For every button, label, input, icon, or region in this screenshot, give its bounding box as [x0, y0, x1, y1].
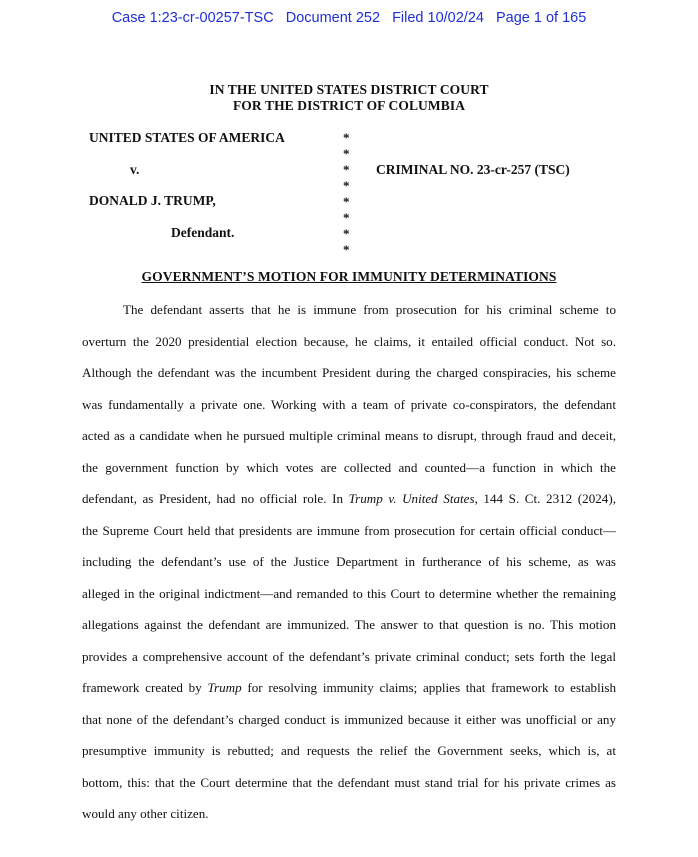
body-line: [82, 515, 616, 547]
ecf-page-number: Page 1 of 165: [496, 10, 587, 26]
body-text-segment: the government function by which votes are collected and counted—a function in which the: [82, 459, 616, 475]
caption-star: *: [343, 178, 350, 193]
caption-defendant-role: Defendant.: [171, 225, 235, 240]
case-citation: Trump: [207, 680, 242, 695]
body-line: [82, 735, 616, 767]
body-line: [82, 294, 616, 326]
motion-body: [82, 294, 616, 830]
caption-star: *: [343, 146, 350, 161]
ecf-document-number: Document 252: [285, 10, 381, 26]
body-text-segment: allegations against the defendant are immunized. The answer to that question is no. This motion: [82, 617, 616, 632]
body-text-segment: provides a comprehensive account of the defendant’s private criminal conduct; sets forth the legal: [82, 648, 616, 664]
caption-star: *: [343, 226, 350, 241]
caption-case-number: CRIMINAL NO. 23-cr-257 (TSC): [376, 162, 570, 177]
body-text-segment: was fundamentally a private one. Working with a team of private co-conspirators, the defendant: [82, 396, 616, 412]
caption-versus: v.: [130, 162, 140, 177]
body-text-segment: presumptive immunity is rebutted; and requests the relief the Government seeks, which is, at: [82, 743, 616, 758]
body-line: [82, 798, 616, 830]
caption-plaintiff: UNITED STATES OF AMERICA: [89, 130, 285, 145]
body-line: [82, 483, 616, 515]
body-line: [82, 641, 616, 673]
ecf-filing-header: [0, 10, 698, 26]
body-text-segment: Although the defendant was the incumbent President during the charged conspiracies, his scheme: [82, 365, 616, 380]
caption-star: *: [343, 210, 350, 225]
body-line: [82, 704, 616, 736]
court-district-line: FOR THE DISTRICT OF COLUMBIA: [232, 98, 466, 113]
body-text-segment: would any other citizen.: [82, 806, 209, 821]
body-line: [82, 389, 616, 421]
caption-star: *: [343, 130, 350, 145]
body-text-segment: acted as a candidate when he pursued multiple criminal means to disrupt, through fraud and deceit,: [82, 428, 616, 443]
caption-defendant: DONALD J. TRUMP,: [89, 193, 216, 208]
body-text-segment: for resolving immunity claims; applies that framework to establish: [241, 680, 616, 695]
body-text-segment: that none of the defendant’s charged conduct is immunized because it either was unofficial or any: [82, 711, 616, 727]
body-text-segment: the Supreme Court held that presidents are immune from prosecution for certain official conduct—: [82, 522, 616, 538]
body-text-segment: defendant, as President, had no official role. In: [82, 491, 349, 506]
case-citation: Trump v. United States: [348, 491, 475, 506]
body-line: [82, 452, 616, 484]
body-line: [82, 420, 616, 452]
court-heading: [0, 82, 698, 114]
body-line: [82, 578, 616, 610]
caption-star: *: [343, 162, 350, 177]
body-text-segment: bottom, this: that the Court determine that the defendant must stand trial for his private crimes as: [82, 774, 616, 790]
body-line: [82, 326, 616, 358]
body-text-segment: including the defendant’s use of the Justice Department in furtherance of his scheme, as was: [82, 554, 616, 569]
body-line: [82, 546, 616, 578]
body-line: [82, 672, 616, 704]
body-line: [82, 357, 616, 389]
body-text-segment: framework created by: [82, 680, 208, 695]
caption-star: *: [343, 194, 350, 209]
ecf-filed-date: Filed 10/02/24: [392, 10, 484, 26]
body-line: [82, 767, 616, 799]
body-text-segment: , 144 S. Ct. 2312 (2024),: [474, 491, 616, 506]
body-text-segment: alleged in the original indictment—and remanded to this Court to determine whether the remaining: [82, 585, 616, 601]
body-line: [82, 609, 616, 641]
ecf-case-number: Case 1:23-cr-00257-TSC: [111, 10, 274, 26]
motion-title: GOVERNMENT’S MOTION FOR IMMUNITY DETERMINATIONS: [141, 269, 557, 284]
caption-star: *: [343, 242, 350, 257]
court-name-line: IN THE UNITED STATES DISTRICT COURT: [209, 82, 489, 97]
body-text-segment: overturn the 2020 presidential election because, he claims, it entailed official conduct. Not so.: [82, 333, 616, 349]
body-text-segment: The defendant asserts that he is immune from prosecution for his criminal scheme to: [123, 302, 616, 317]
